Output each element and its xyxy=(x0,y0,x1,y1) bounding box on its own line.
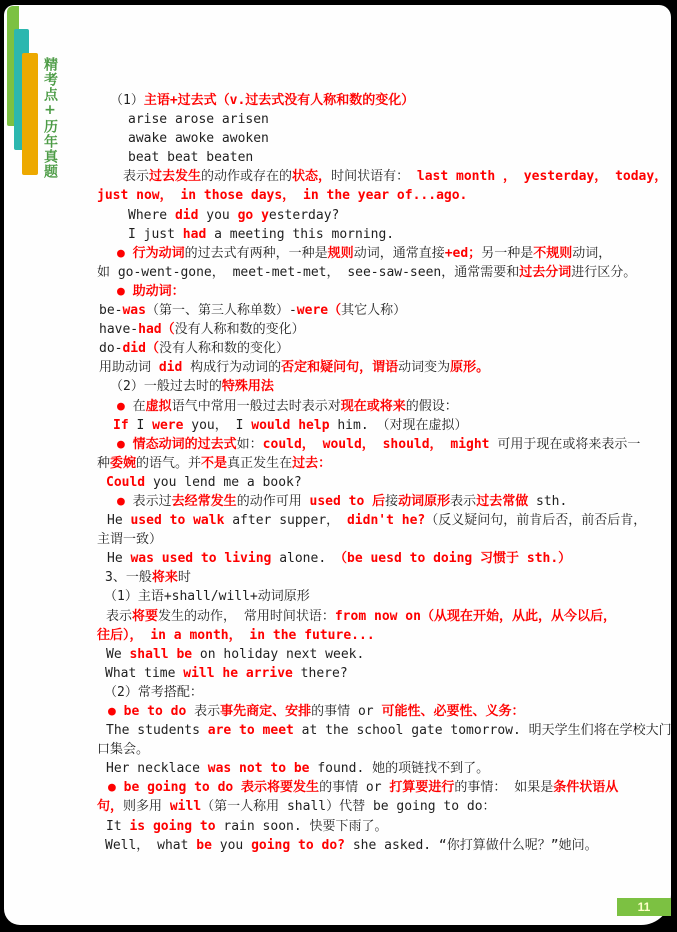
body-text: alone. xyxy=(271,551,334,567)
emphasis-text: will he arrive xyxy=(183,665,293,681)
text-line xyxy=(97,358,597,377)
emphasis-text: just now， in those days， in the year of...ago. xyxy=(97,188,468,204)
body-text: （第一、第三人称单数）- xyxy=(145,303,297,319)
body-text: （1）主语+shall/will+动词原形 xyxy=(104,589,310,605)
body-text: beat beat beaten xyxy=(128,150,254,166)
text-line xyxy=(97,473,597,492)
emphasis-text: 状态， xyxy=(292,169,332,185)
emphasis-text: was not to be xyxy=(207,761,310,777)
emphasis-text: was xyxy=(122,303,146,319)
body-text: sth. xyxy=(528,493,568,509)
emphasis-text: going to do? xyxy=(251,837,345,853)
body-text: 动词变为 xyxy=(398,360,451,376)
emphasis-text: 事先商定、安排 xyxy=(220,704,312,719)
body-text: I just xyxy=(128,226,183,242)
body-text: a meeting this morning. xyxy=(206,226,395,242)
body-text: 的假设： xyxy=(405,398,458,414)
body-text: 接 xyxy=(385,493,399,509)
emphasis-text: 过去： xyxy=(292,455,332,471)
emphasis-text: 过去分词 xyxy=(519,264,572,280)
body-text: We xyxy=(106,646,130,662)
body-text: 构成行为动词的 xyxy=(182,360,282,376)
emphasis-text: ● xyxy=(117,493,133,509)
emphasis-text: are to meet xyxy=(207,723,294,739)
body-text: 口集会。 xyxy=(97,742,150,758)
text-line xyxy=(97,817,597,836)
text-line xyxy=(97,435,641,454)
text-line xyxy=(97,129,597,148)
body-text: at the school gate tomorrow. 明天学生们将在学校大门 xyxy=(293,723,672,739)
emphasis-text: 主语+过去式（v.过去式没有人称和数的变化） xyxy=(143,93,415,108)
body-text: arise arose arisen xyxy=(128,112,269,128)
body-text: 另一种是 xyxy=(481,245,534,261)
emphasis-text: were xyxy=(152,417,184,433)
text-line xyxy=(97,664,597,683)
text-line xyxy=(97,206,597,225)
body-text: she asked. “你打算做什么呢？”她问。 xyxy=(345,837,598,853)
body-text: Well， what xyxy=(105,837,197,853)
body-text: 的过去式有两种，一种是 xyxy=(184,245,328,261)
body-text: 在 xyxy=(132,398,146,414)
text-line xyxy=(97,607,616,626)
sidebar-tab-label: 精考点+历年真题 xyxy=(42,57,58,179)
body-text: you xyxy=(211,837,252,853)
text-line xyxy=(97,244,612,263)
emphasis-text: will xyxy=(169,799,202,815)
emphasis-text: last month ， yesterday， today， xyxy=(416,169,668,185)
emphasis-text: ● 行为动词 xyxy=(117,245,185,261)
body-text: 的语气。并 xyxy=(136,455,202,471)
document-body xyxy=(97,91,672,855)
text-line xyxy=(97,397,597,416)
emphasis-text: 可能性、必要性、义务： xyxy=(381,704,525,719)
body-text: What time xyxy=(105,665,184,681)
emphasis-text: was used to living xyxy=(130,551,272,567)
emphasis-text: 特殊用法 xyxy=(221,379,274,395)
text-line xyxy=(97,167,668,186)
text-line xyxy=(97,778,619,797)
text-line xyxy=(97,377,597,396)
body-text: 进行区分。 xyxy=(571,264,637,280)
body-text: It xyxy=(106,818,130,834)
emphasis-text: did xyxy=(158,360,183,376)
page-number-badge: 11 xyxy=(617,898,671,916)
body-text: 时间状语有： xyxy=(331,169,417,185)
emphasis-text: 打算要进行 xyxy=(389,780,455,796)
text-line xyxy=(97,568,597,587)
body-text: you， I xyxy=(183,417,252,433)
body-text: 如 go-went-gone， meet-met-met， see-saw-seen，通常需要和 xyxy=(97,264,520,280)
text-line xyxy=(97,91,597,110)
body-text: 种 xyxy=(97,455,111,471)
body-text: have- xyxy=(99,322,139,338)
text-line xyxy=(97,683,597,702)
emphasis-text: from now on（从现在开始，从此，从今以后， xyxy=(334,608,616,624)
body-text: be- xyxy=(99,303,123,319)
body-text: 的动作或存在的 xyxy=(201,169,293,185)
body-text: （反义疑问句，前肯后否，前否后肯， xyxy=(425,513,647,529)
body-text: 没有人称和数的变化） xyxy=(174,322,305,338)
emphasis-text: did（ xyxy=(122,341,159,357)
emphasis-text: 虚拟 xyxy=(145,398,172,414)
body-text: 没有人称和数的变化） xyxy=(158,341,289,357)
sidebar-bar-yellow xyxy=(22,53,38,175)
body-text: 的动作可用 xyxy=(236,493,310,509)
text-line xyxy=(97,626,597,645)
text-line xyxy=(97,186,597,205)
text-line xyxy=(97,759,597,778)
body-text: Her necklace xyxy=(106,761,208,777)
emphasis-text: is going to xyxy=(129,818,216,834)
emphasis-text: 往后）， in a month， in the future... xyxy=(97,627,375,643)
emphasis-text: 将要 xyxy=(132,608,159,624)
body-text: I xyxy=(128,417,153,433)
body-text: 可用于现在或将来表示一 xyxy=(489,436,641,452)
body-text: there? xyxy=(292,665,348,681)
body-text: He xyxy=(107,513,131,529)
emphasis-text: 原形。 xyxy=(450,360,490,376)
body-text: 其它人称） xyxy=(341,303,407,319)
emphasis-text: 动词原形 xyxy=(398,493,451,509)
body-text: found. 她的项链找不到了。 xyxy=(309,761,490,777)
emphasis-text: ● 助动词： xyxy=(117,283,185,299)
emphasis-text: Could xyxy=(106,474,146,490)
emphasis-text: be xyxy=(196,837,212,853)
emphasis-text: （be uesd to doing 习惯于 sth.） xyxy=(334,551,572,567)
document-page xyxy=(4,5,671,925)
text-line xyxy=(97,836,597,855)
body-text: 发生的动作， 常用时间状语： xyxy=(158,608,335,624)
body-text: 表示过 xyxy=(132,493,172,509)
body-text: 的事情 or xyxy=(319,780,390,796)
emphasis-text: go y xyxy=(237,207,269,223)
text-line xyxy=(97,797,597,816)
emphasis-text: ● be to do xyxy=(108,704,195,719)
text-line xyxy=(97,645,597,664)
body-text: He xyxy=(107,551,131,567)
body-text: on holiday next week. xyxy=(192,646,365,662)
body-text: 则多用 xyxy=(123,799,170,815)
body-text: 的事情 or xyxy=(311,704,382,719)
body-text: 如： xyxy=(236,436,263,452)
emphasis-text: ● xyxy=(117,398,133,414)
body-text: Where xyxy=(128,207,175,223)
emphasis-text: ● 情态动词的过去式 xyxy=(117,436,237,452)
emphasis-text: would help xyxy=(251,417,330,433)
body-text: 表示 xyxy=(123,169,150,185)
body-text: 表示 xyxy=(194,704,221,719)
body-text: （2）一般过去时的 xyxy=(110,379,222,395)
emphasis-text: 现在或将来 xyxy=(340,398,406,414)
text-line xyxy=(97,110,597,129)
emphasis-text: 过去发生 xyxy=(149,169,202,185)
body-text: after supper， xyxy=(224,513,347,529)
text-line xyxy=(97,416,597,435)
text-line xyxy=(97,225,597,244)
text-line xyxy=(97,740,597,759)
body-text: him. （对现在虚拟） xyxy=(329,417,468,433)
emphasis-text: didn't he? xyxy=(346,513,426,529)
emphasis-text: did xyxy=(174,207,199,223)
text-line xyxy=(97,454,597,473)
body-text: （1） xyxy=(110,93,144,108)
emphasis-text: 句， xyxy=(97,799,124,815)
text-line xyxy=(97,492,597,511)
emphasis-text: 条件状语从 xyxy=(553,780,619,796)
text-line xyxy=(97,301,597,320)
text-line xyxy=(97,282,597,301)
emphasis-text: were（ xyxy=(296,303,342,319)
body-text: 的事情： 如果是 xyxy=(454,780,554,796)
body-text: （第一人称用 shall）代替 be going to do： xyxy=(201,799,496,815)
body-text: esterday? xyxy=(268,207,340,223)
text-line xyxy=(97,148,597,167)
body-text: 动词， xyxy=(572,245,612,261)
text-line xyxy=(97,549,597,568)
emphasis-text: used to 后 xyxy=(309,493,386,509)
body-text: do- xyxy=(99,341,123,357)
body-text: 时 xyxy=(177,570,191,586)
text-line xyxy=(97,721,672,740)
emphasis-text: 委婉 xyxy=(110,455,137,471)
emphasis-text: 不规则 xyxy=(533,245,573,261)
text-line xyxy=(97,263,637,282)
emphasis-text: ● be going to do 表示将要发生 xyxy=(108,780,320,796)
emphasis-text: shall be xyxy=(129,646,193,662)
body-text: 真正发生在 xyxy=(227,455,293,471)
body-text: 3、一般 xyxy=(105,570,152,586)
body-text: （2）常考搭配： xyxy=(104,684,203,700)
emphasis-text: 规则 xyxy=(327,245,354,261)
body-text: 主谓一致） xyxy=(97,532,163,548)
body-text: 用助动词 xyxy=(99,360,159,376)
text-line xyxy=(97,702,597,721)
emphasis-text: +ed； xyxy=(444,245,482,261)
body-text: awake awoke awoken xyxy=(128,131,269,147)
body-text: you lend me a book? xyxy=(145,474,302,490)
emphasis-text: 去经常发生 xyxy=(171,493,237,509)
text-line xyxy=(97,530,597,549)
text-line xyxy=(97,339,597,358)
emphasis-text: 过去常做 xyxy=(476,493,529,509)
body-text: you xyxy=(198,207,238,223)
emphasis-text: had xyxy=(182,226,207,242)
body-text: rain soon. 快要下雨了。 xyxy=(215,818,388,834)
emphasis-text: had（ xyxy=(138,322,175,338)
emphasis-text: 否定和疑问句，谓语 xyxy=(281,360,399,376)
body-text: The students xyxy=(106,723,208,739)
emphasis-text: 不是 xyxy=(201,455,228,471)
emphasis-text: used to walk xyxy=(130,513,225,529)
body-text: 动词，通常直接 xyxy=(353,245,445,261)
text-line xyxy=(97,587,597,606)
emphasis-text: If xyxy=(113,417,129,433)
body-text: 表示 xyxy=(450,493,477,509)
emphasis-text: 将来 xyxy=(151,570,178,586)
body-text: 表示 xyxy=(106,608,133,624)
body-text: 语气中常用一般过去时表示对 xyxy=(171,398,341,414)
text-line xyxy=(97,320,597,339)
text-line xyxy=(97,511,647,530)
emphasis-text: could， would， should， might xyxy=(262,436,490,452)
